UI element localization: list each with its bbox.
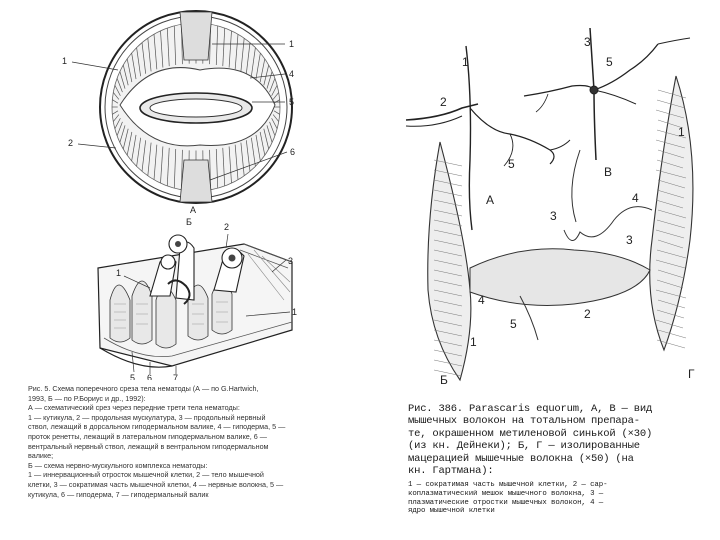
label-b-1: 1 <box>116 268 122 278</box>
label-b-1b: 1 <box>292 307 298 317</box>
panel-a-label: А <box>190 205 197 215</box>
caption-line: кутикула, 6 — гиподерма, 7 — гиподермальный валик <box>28 489 209 499</box>
muscle-fiber-b <box>428 142 471 380</box>
label-a-4: 4 <box>289 69 295 79</box>
legend-line: коплазматический мешок мышечного волокна, 3 — <box>408 490 604 499</box>
caption-line: (из кн. Дейнеки); Б, Г — изолированные <box>408 440 640 453</box>
muscle-fiber-drawings <box>400 0 720 400</box>
legend-line: 1 — сократимая часть мышечной клетки, 2 — сар- <box>408 481 608 490</box>
label-b-7: 7 <box>173 373 179 380</box>
legend-line: плазматические отростки мышечных волокон, 4 — <box>408 498 604 507</box>
caption-line: 1993, Б — по Р.Бориус и др., 1992): <box>28 393 146 403</box>
label-r-1b: 1 <box>678 125 685 139</box>
label-b-6: 6 <box>147 373 153 380</box>
label-r-5: 5 <box>606 55 613 69</box>
label-r-3c: 3 <box>626 233 633 247</box>
label-r-4b: 4 <box>478 293 485 307</box>
label-a-2: 2 <box>68 138 74 148</box>
caption-line: кн. Гартмана): <box>408 465 494 478</box>
label-a-6: 6 <box>290 147 296 157</box>
neuromuscular-complex-diagram <box>98 217 297 380</box>
caption-line: вентральный нервный ствол, лежащий в вентральном гиподермальном <box>28 441 269 451</box>
panel-b-label: Б <box>186 217 192 227</box>
caption-line: валике; <box>28 451 54 461</box>
label-r-3: 3 <box>584 35 591 49</box>
caption-line: проток ренетты, лежащий в латеральном гиподермальном валике, 6 — <box>28 431 267 441</box>
label-r-3b: 3 <box>550 209 557 223</box>
nematode-diagrams <box>0 0 400 380</box>
label-r-2: 2 <box>440 95 447 109</box>
caption-line: Рис. 386. Parascaris equorum, А, В — вид <box>408 403 653 415</box>
right-figure-caption <box>408 403 716 516</box>
label-a-1b: 1 <box>289 39 295 49</box>
sarcoplasmic-sac <box>470 249 650 340</box>
panel-a-label-right: А <box>486 193 495 207</box>
caption-line: мышечных волокон на тотальном препара- <box>408 415 640 428</box>
caption-line: А — схематический срез через передние трети тела нематоды: <box>28 403 240 413</box>
left-figure-caption <box>28 384 384 499</box>
cross-section-diagram <box>62 11 295 215</box>
label-a-5: 5 <box>289 97 295 107</box>
label-r-5c: 5 <box>510 317 517 331</box>
caption-line: 1 — кутикула, 2 — продольная мускулатура, 3 — продольный нервный <box>28 412 266 422</box>
caption-line: Рис. 5. Схема поперечного среза тела нематоды (А — по G.Hartwich, <box>28 384 259 393</box>
caption-line: 1 — иннервационный отросток мышечной клетки, 2 — тело мышечной <box>28 470 264 480</box>
label-b-5: 5 <box>130 373 136 380</box>
label-b-3: 3 <box>288 256 294 266</box>
caption-line: клетки, 3 — сократимая часть мышечной клетки, 4 — нервные волокна, 5 — <box>28 479 284 489</box>
legend-line: ядро мышечной клетки <box>408 507 495 516</box>
right-figure-panel <box>400 0 720 540</box>
label-r-1c: 1 <box>470 335 477 349</box>
label-a-1: 1 <box>62 56 68 66</box>
panel-g-label-right: Г <box>688 367 695 381</box>
caption-line: мацерацией мышечные волокна (×50) (на <box>408 452 634 465</box>
label-b-2: 2 <box>224 222 230 232</box>
panel-v-label-right: В <box>604 165 613 179</box>
label-r-5b: 5 <box>508 157 515 171</box>
panel-b-label-right: Б <box>440 373 448 387</box>
label-r-1: 1 <box>462 55 469 69</box>
caption-line: те, окрашенном метиленовой синькой (×30) <box>408 427 653 440</box>
caption-line: Б — схема нервно-мускульного комплекса нематоды: <box>28 460 208 470</box>
label-r-2b: 2 <box>584 307 591 321</box>
caption-line: ствол, лежащий в дорсальном гиподермальном валике, 4 — гиподерма, 5 — <box>28 422 286 432</box>
label-r-4: 4 <box>632 191 639 205</box>
